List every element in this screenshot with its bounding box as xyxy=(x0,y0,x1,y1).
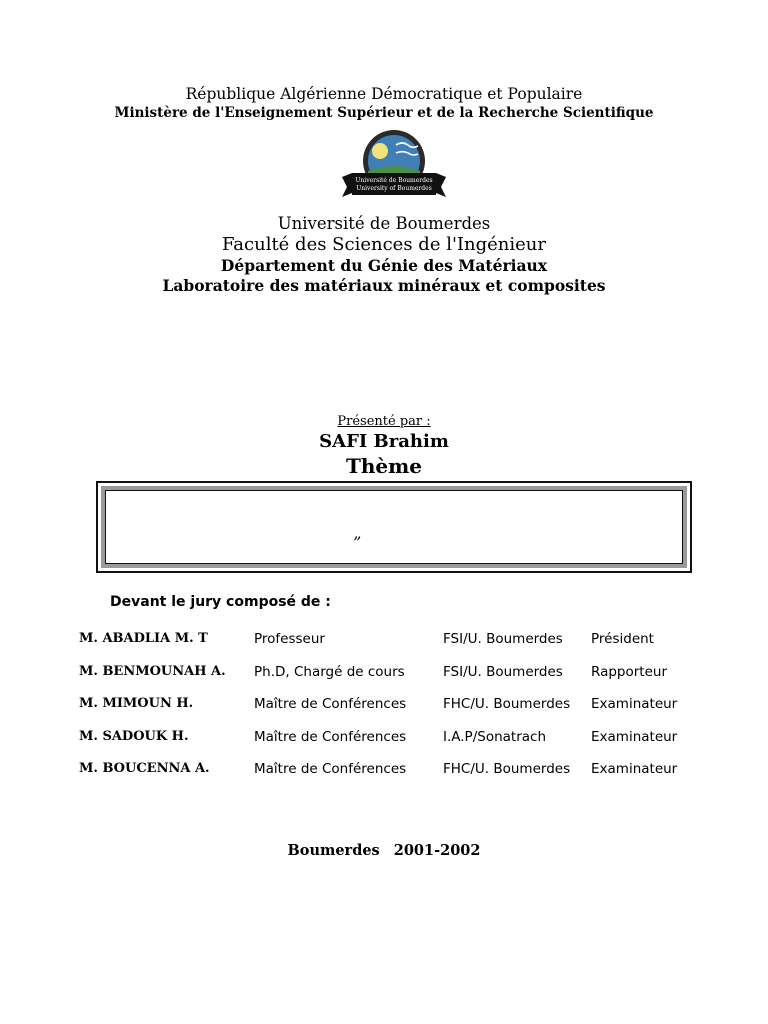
university-name: Université de Boumerdes xyxy=(277,214,491,233)
thesis-title-text: ” xyxy=(353,533,362,552)
jury-member-name: M. SADOUK H. xyxy=(79,729,189,744)
jury-member-grade: Maître de Conférences xyxy=(254,696,407,712)
jury-member-institution: FHC/U. Boumerdes xyxy=(443,761,571,777)
republic-heading: République Algérienne Démocratique et Populaire xyxy=(185,85,583,103)
jury-member-name: M. BOUCENNA A. xyxy=(79,761,210,776)
footer-years: 2001-2002 xyxy=(393,842,481,859)
jury-member-institution: FSI/U. Boumerdes xyxy=(443,631,563,647)
jury-row xyxy=(0,696,768,718)
jury-member-grade: Maître de Conférences xyxy=(254,761,407,777)
jury-member-role: Examinateur xyxy=(591,696,678,712)
jury-member-role: Rapporteur xyxy=(591,664,668,680)
jury-member-grade: Professeur xyxy=(254,631,325,647)
faculty-name: Faculté des Sciences de l'Ingénieur xyxy=(222,234,546,255)
jury-row xyxy=(0,761,768,783)
footer-place-date xyxy=(0,842,768,859)
jury-row xyxy=(0,664,768,686)
presented-by-label: Présenté par : xyxy=(337,414,431,429)
jury-member-role: Examinateur xyxy=(591,761,678,777)
department-name: Département du Génie des Matériaux xyxy=(220,256,548,275)
jury-member-institution: FSI/U. Boumerdes xyxy=(443,664,563,680)
jury-row xyxy=(0,631,768,653)
jury-member-grade: Ph.D, Chargé de cours xyxy=(254,664,405,680)
jury-member-name: M. BENMOUNAH A. xyxy=(79,664,226,679)
jury-member-name: M. ABADLIA M. T xyxy=(79,631,208,646)
jury-member-role: Examinateur xyxy=(591,729,678,745)
jury-member-name: M. MIMOUN H. xyxy=(79,696,194,711)
seal-banner-line1: Université de Boumerdes xyxy=(355,177,433,184)
thesis-title-box xyxy=(96,481,692,573)
laboratory-name: Laboratoire des matériaux minéraux et composites xyxy=(162,276,606,295)
university-seal-icon xyxy=(338,127,450,205)
jury-heading: Devant le jury composé de : xyxy=(110,594,331,610)
seal-banner-line2: University of Boumerdes xyxy=(356,185,432,192)
footer-city: Boumerdes xyxy=(287,842,380,859)
jury-row xyxy=(0,729,768,751)
theme-label: Thème xyxy=(345,454,423,478)
jury-member-institution: FHC/U. Boumerdes xyxy=(443,696,571,712)
jury-member-role: Président xyxy=(591,631,654,647)
jury-member-institution: I.A.P/Sonatrach xyxy=(443,729,547,745)
ministry-heading: Ministère de l'Enseignement Supérieur et de la Recherche Scientifique xyxy=(114,105,654,121)
author-name: SAFI Brahim xyxy=(319,431,449,452)
jury-member-grade: Maître de Conférences xyxy=(254,729,407,745)
